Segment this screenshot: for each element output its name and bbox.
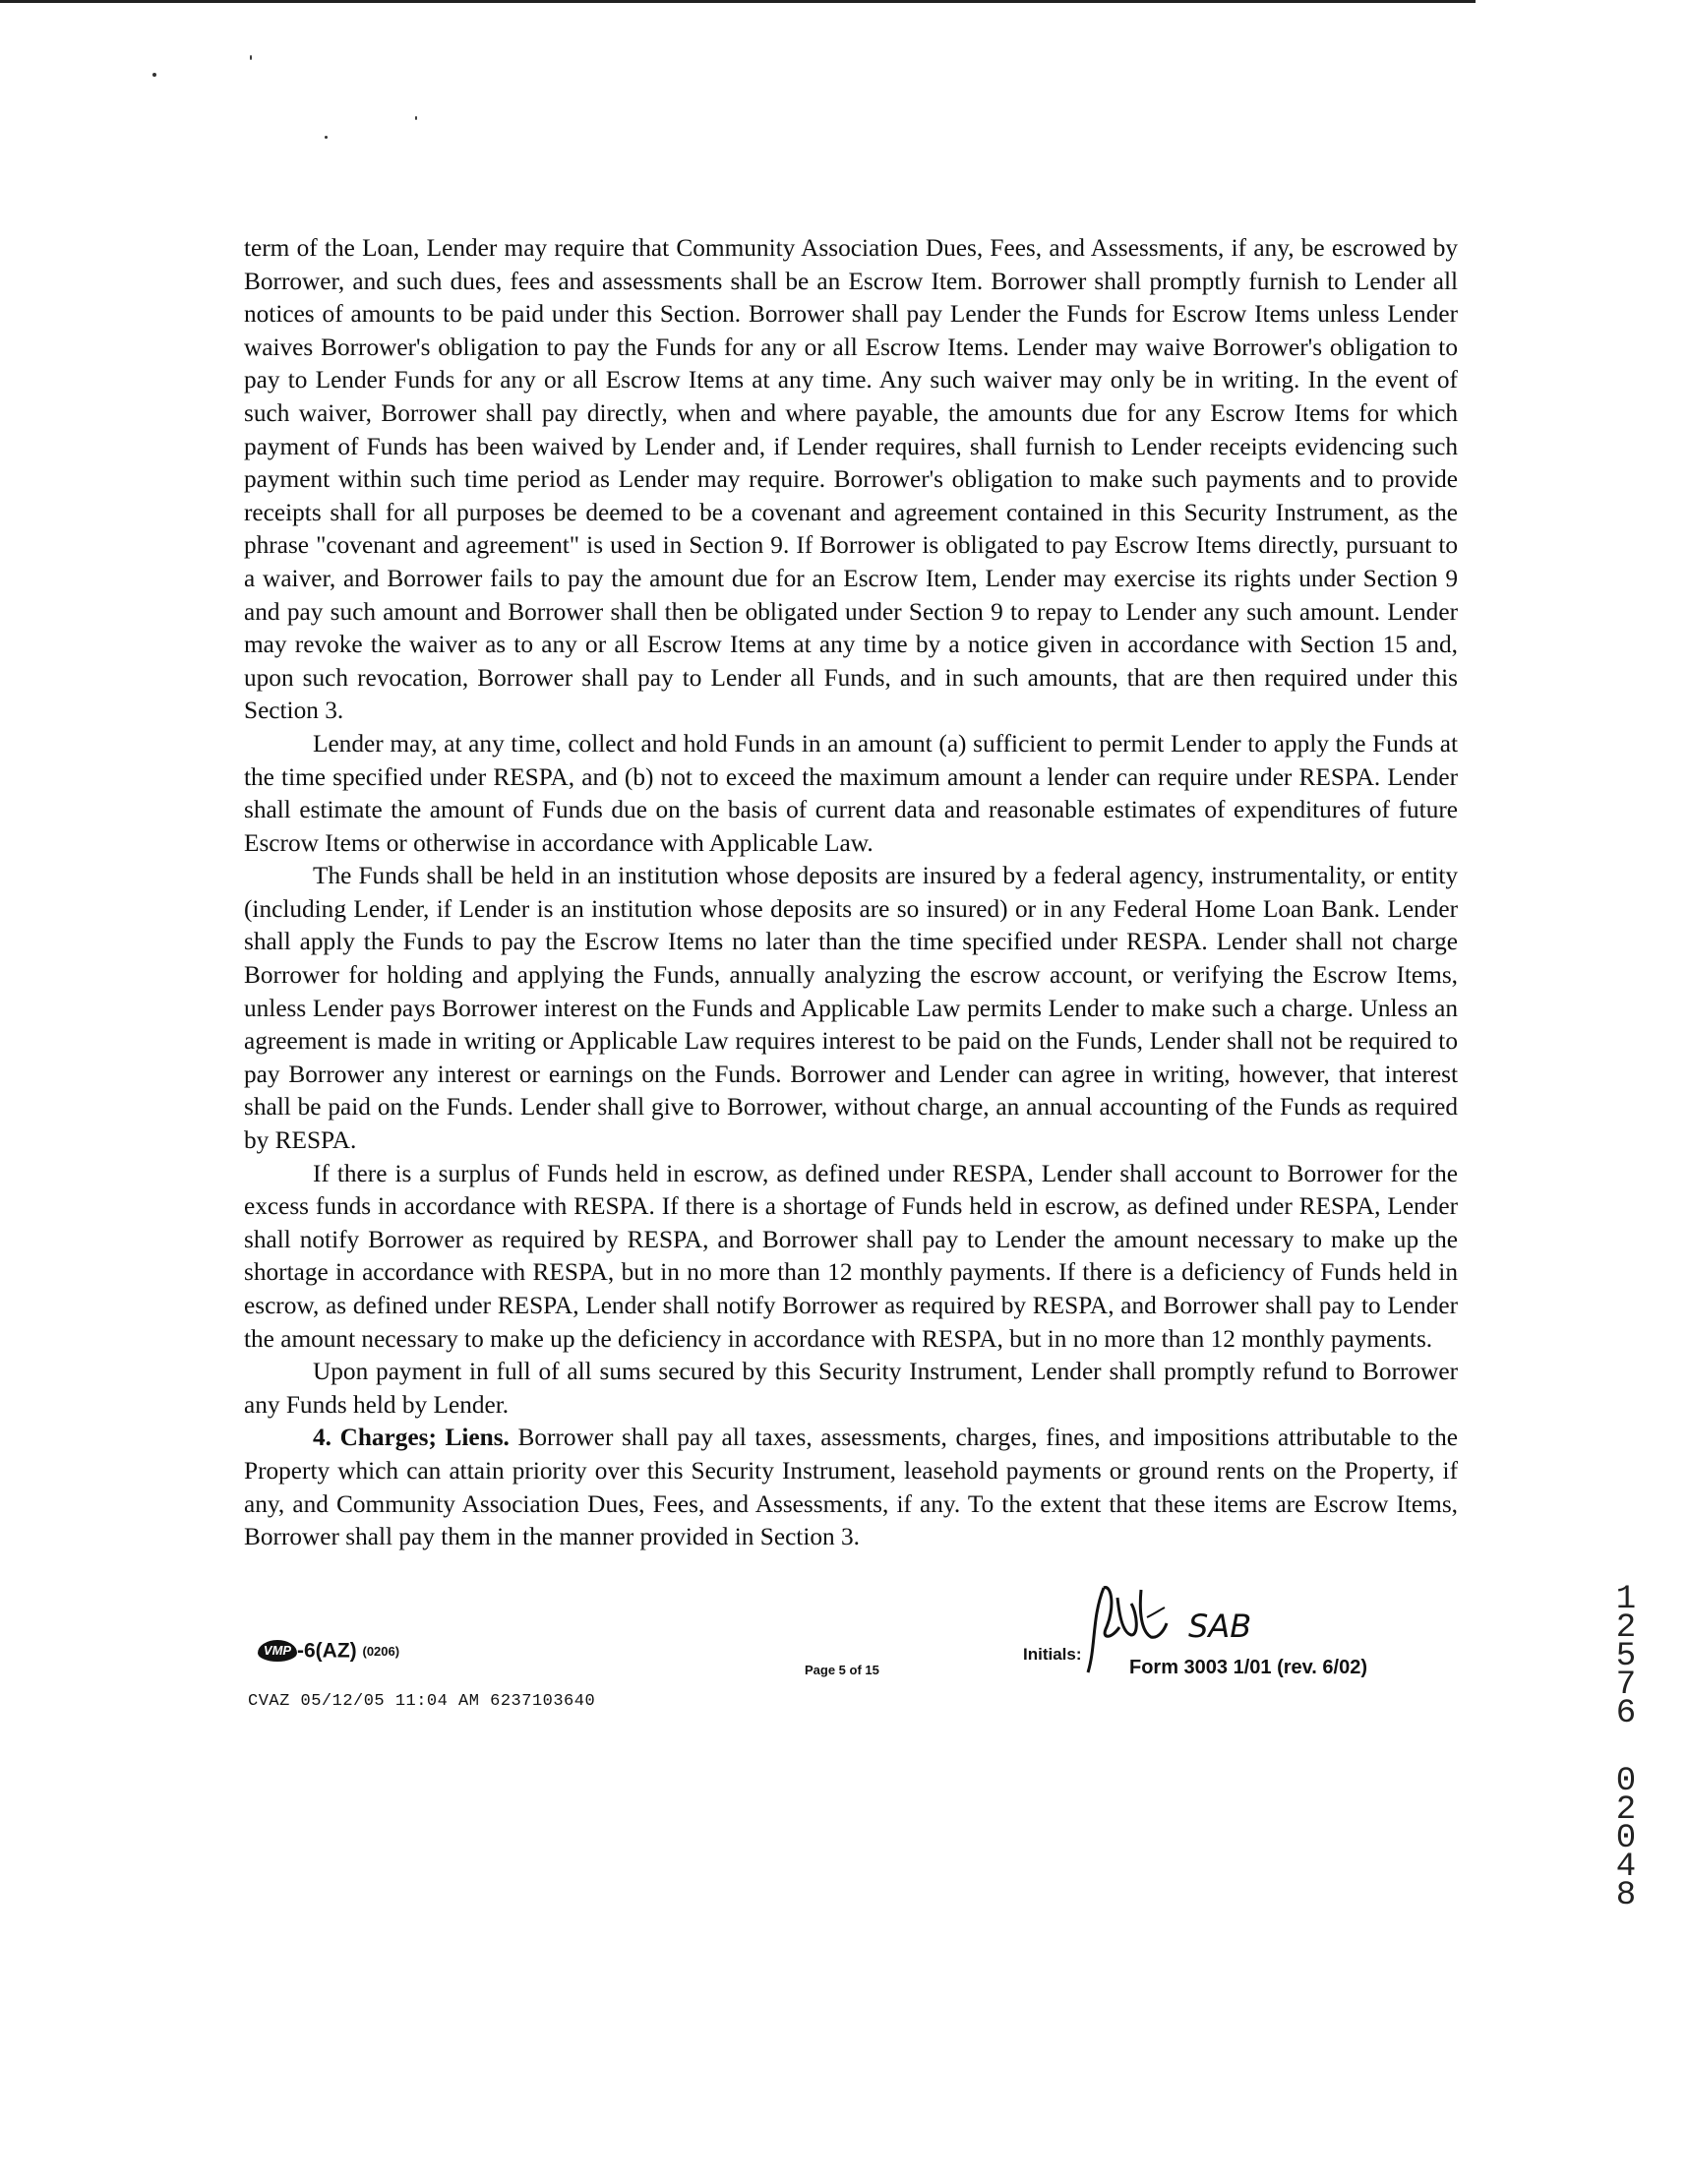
- side-digit: 2: [1615, 1791, 1637, 1829]
- paragraph-refund: Upon payment in full of all sums secured by this Security Instrument, Lender shall promptly refund to Borrower any Funds held by Lender.: [244, 1358, 1458, 1419]
- document-body: [244, 232, 1458, 1554]
- scan-speck: [325, 136, 328, 139]
- side-digit: 2: [1615, 1609, 1637, 1647]
- form-code-small: (0206): [362, 1643, 400, 1659]
- side-digit: 4: [1615, 1849, 1637, 1886]
- section-4-title: 4. Charges; Liens.: [313, 1424, 510, 1452]
- paragraph-surplus-shortage: If there is a surplus of Funds held in escrow, as defined under RESPA, Lender shall account to Borrower for the excess funds in accordance with RESPA. If there is a shortage of Funds held in escrow, as defined under RESPA, Lender shall notify Borrower as required by RESPA, and Borrower shall pay to Lender the amount necessary to make up the shortage in accordance with RESPA, but in no more than 12 monthly payments. If there is a deficiency of Funds held in escrow, as defined under RESPA, Lender shall notify Borrower as required by RESPA, and Borrower shall pay to Lender the amount necessary to make up the deficiency in accordance with RESPA, but in no more than 12 monthly payments.: [244, 1159, 1458, 1353]
- side-digit: 5: [1615, 1638, 1637, 1675]
- scan-speck: [152, 73, 156, 77]
- print-stamp: CVAZ 05/12/05 11:04 AM 6237103640: [248, 1692, 596, 1711]
- initials-text: SAB: [1188, 1608, 1252, 1645]
- paragraph-funds-held: The Funds shall be held in an institution whose deposits are insured by a federal agency, instrumentality, or entity (including Lender, if Lender is an institution whose deposits are so insured) or in any Federal Home Loan Bank. Lender shall apply the Funds to pay the Escrow Items no later than the time specified under RESPA. Lender shall not charge Borrower for holding and applying the Funds, annually analyzing the escrow account, or verifying the Escrow Items, unless Lender pays Borrower interest on the Funds and Applicable Law permits Lender to make such a charge. Unless an agreement is made in writing or Applicable Law requires interest to be paid on the Funds, Lender shall not be required to pay Borrower any interest or earnings on the Funds. Borrower and Lender can agree in writing, however, that interest shall be paid on the Funds. Lender shall give to Borrower, without charge, an annual accounting of the Funds as required by RESPA.: [244, 862, 1458, 1155]
- scan-speck: [250, 55, 252, 60]
- paragraph-collect-funds: Lender may, at any time, collect and hold Funds in an amount (a) sufficient to permit Lender to apply the Funds at the time specified under RESPA, and (b) not to exceed the maximum amount a lender can require under RESPA. Lender shall estimate the amount of Funds due on the basis of current data and reasonable estimates of expenditures of future Escrow Items or otherwise in accordance with Applicable Law.: [244, 729, 1458, 857]
- side-digit: 0: [1615, 1763, 1637, 1800]
- paragraph-escrow-waiver: term of the Loan, Lender may require that Community Association Dues, Fees, and Assessments, if any, be escrowed by Borrower, and such dues, fees and assessments shall be an Escrow Item. Borrower shall promptly furnish to Lender all notices of amounts to be paid under this Section. Borrower shall pay Lender the Funds for Escrow Items unless Lender waives Borrower's obligation to pay the Funds for any or all Escrow Items. Lender may waive Borrower's obligation to pay to Lender Funds for any or all Escrow Items at any time. Any such waiver may only be in writing. In the event of such waiver, Borrower shall pay directly, when and where payable, the amounts due for any Escrow Items for which payment of Funds has been waived by Lender and, if Lender requires, shall furnish to Lender receipts evidencing such payment within such time period as Lender may require. Borrower's obligation to make such payments and to provide receipts shall for all purposes be deemed to be a covenant and agreement contained in this Security Instrument, as the phrase "covenant and agreement" is used in Section 9. If Borrower is obligated to pay Escrow Items directly, pursuant to a waiver, and Borrower fails to pay the amount due for an Escrow Item, Lender may exercise its rights under Section 9 and pay such amount and Borrower shall then be obligated under Section 9 to repay to Lender any such amount. Lender may revoke the waiver as to any or all Escrow Items at any time by a notice given in accordance with Section 15 and, upon such revocation, Borrower shall pay to Lender all Funds, and in such amounts, that are then required under this Section 3.: [244, 234, 1458, 725]
- form-label: Form 3003 1/01 (rev. 6/02): [1129, 1657, 1367, 1678]
- form-code-text: -6(AZ): [297, 1639, 357, 1663]
- side-digit: 8: [1615, 1877, 1637, 1914]
- side-digit: 6: [1615, 1695, 1637, 1732]
- side-digit: 7: [1615, 1667, 1637, 1704]
- page-number: Page 5 of 15: [805, 1663, 879, 1677]
- section-4-charges-liens: [244, 1422, 1458, 1553]
- vmp-logo-icon: VMP: [258, 1640, 297, 1662]
- scan-speck: [415, 116, 417, 120]
- section-4-text: Borrower shall pay all taxes, assessments, charges, fines, and impositions attributable to the Property which can attain priority over this Security Instrument, leasehold payments or ground rents on the Property, if any, and Community Association Dues, Fees, and Assessments, if any. To the extent that these items are Escrow Items, Borrower shall pay them in the manner provided in Section 3.: [244, 1424, 1458, 1551]
- form-code: [258, 1639, 399, 1663]
- initials-label: Initials:: [1023, 1645, 1082, 1664]
- top-edge-line: [0, 0, 1476, 3]
- side-digit: 1: [1615, 1581, 1637, 1618]
- side-digit: 0: [1615, 1820, 1637, 1857]
- side-document-number: [1609, 1581, 1643, 1914]
